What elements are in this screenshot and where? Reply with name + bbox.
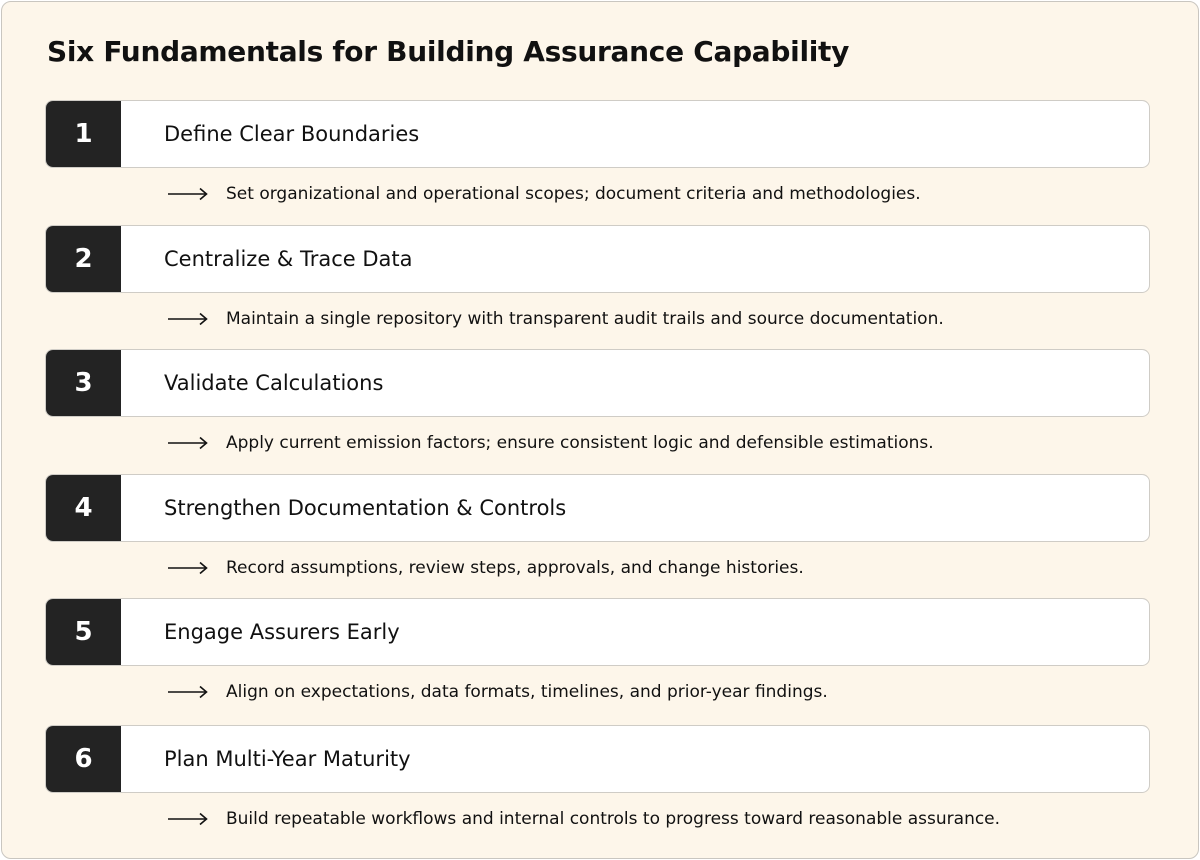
arrow-right-icon xyxy=(168,685,208,699)
step-description: Record assumptions, review steps, approvals, and change histories. xyxy=(226,558,804,578)
step-description: Maintain a single repository with transparent audit trails and source documentation. xyxy=(226,309,944,329)
step-label: Engage Assurers Early xyxy=(164,620,400,644)
step-description-row xyxy=(168,558,804,578)
step-label: Strengthen Documentation & Controls xyxy=(164,496,567,520)
page-title: Six Fundamentals for Building Assurance Capability xyxy=(47,35,850,68)
step-header xyxy=(45,474,1150,542)
step-description-row xyxy=(168,809,1000,829)
arrow-right-icon xyxy=(168,561,208,575)
step-header xyxy=(45,598,1150,666)
step-description-row xyxy=(168,682,828,702)
step-5 xyxy=(45,598,1150,702)
step-description-row xyxy=(168,433,934,453)
arrow-right-icon xyxy=(168,812,208,826)
step-1 xyxy=(45,100,1150,204)
step-4 xyxy=(45,474,1150,578)
step-header xyxy=(45,100,1150,168)
step-description-row xyxy=(168,184,921,204)
step-label: Define Clear Boundaries xyxy=(164,122,420,146)
arrow-right-icon xyxy=(168,436,208,450)
step-description: Align on expectations, data formats, timelines, and prior-year findings. xyxy=(226,682,828,702)
step-description-row xyxy=(168,309,944,329)
step-label: Centralize & Trace Data xyxy=(164,247,413,271)
step-label: Validate Calculations xyxy=(164,371,384,395)
step-number: 2 xyxy=(46,226,121,292)
step-description: Set organizational and operational scopes; document criteria and methodologies. xyxy=(226,184,921,204)
step-number: 3 xyxy=(46,350,121,416)
step-header xyxy=(45,349,1150,417)
step-label: Plan Multi-Year Maturity xyxy=(164,747,411,771)
step-6 xyxy=(45,725,1150,829)
arrow-right-icon xyxy=(168,187,208,201)
step-header xyxy=(45,725,1150,793)
step-number: 6 xyxy=(46,726,121,792)
step-description: Apply current emission factors; ensure consistent logic and defensible estimations. xyxy=(226,433,934,453)
step-number: 1 xyxy=(46,101,121,167)
step-2 xyxy=(45,225,1150,329)
step-3 xyxy=(45,349,1150,453)
step-number: 4 xyxy=(46,475,121,541)
arrow-right-icon xyxy=(168,312,208,326)
step-description: Build repeatable workflows and internal controls to progress toward reasonable assurance. xyxy=(226,809,1001,829)
step-number: 5 xyxy=(46,599,121,665)
step-header xyxy=(45,225,1150,293)
